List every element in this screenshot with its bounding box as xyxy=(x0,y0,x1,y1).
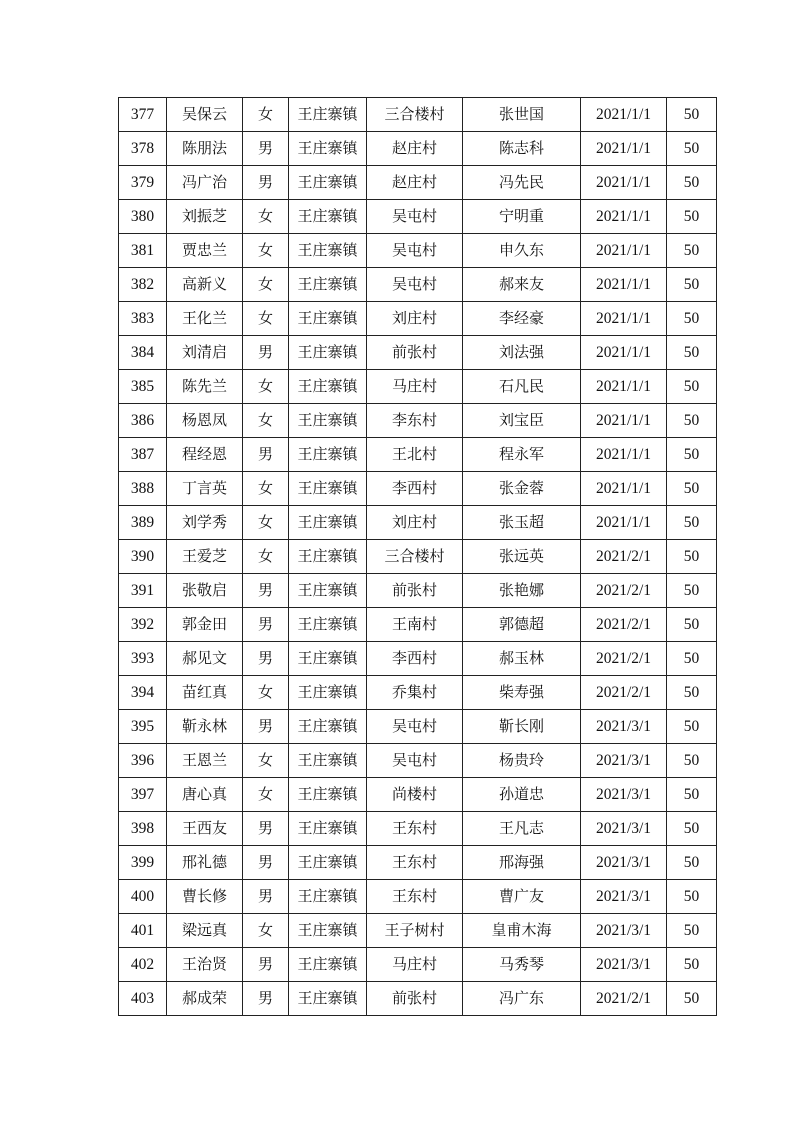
table-row xyxy=(119,370,717,404)
gender-cell: 男 xyxy=(243,642,289,676)
table-row xyxy=(119,336,717,370)
gender-cell: 男 xyxy=(243,982,289,1016)
table-row xyxy=(119,302,717,336)
village-cell: 吴屯村 xyxy=(367,234,463,268)
date-cell: 2021/2/1 xyxy=(581,608,667,642)
name-cell: 杨恩凤 xyxy=(167,404,243,438)
village-cell: 赵庄村 xyxy=(367,166,463,200)
table-row xyxy=(119,608,717,642)
town-cell: 王庄寨镇 xyxy=(289,506,367,540)
name-cell: 贾忠兰 xyxy=(167,234,243,268)
date-cell: 2021/1/1 xyxy=(581,370,667,404)
agent-cell: 张世国 xyxy=(463,98,581,132)
row-number-cell: 395 xyxy=(119,710,167,744)
gender-cell: 女 xyxy=(243,778,289,812)
date-cell: 2021/3/1 xyxy=(581,778,667,812)
table-row xyxy=(119,574,717,608)
village-cell: 马庄村 xyxy=(367,948,463,982)
table-row xyxy=(119,506,717,540)
date-cell: 2021/1/1 xyxy=(581,132,667,166)
village-cell: 王东村 xyxy=(367,880,463,914)
name-cell: 王治贤 xyxy=(167,948,243,982)
agent-cell: 郭德超 xyxy=(463,608,581,642)
date-cell: 2021/3/1 xyxy=(581,710,667,744)
table-row xyxy=(119,438,717,472)
date-cell: 2021/1/1 xyxy=(581,268,667,302)
name-cell: 郝成荣 xyxy=(167,982,243,1016)
village-cell: 李东村 xyxy=(367,404,463,438)
gender-cell: 女 xyxy=(243,200,289,234)
date-cell: 2021/1/1 xyxy=(581,200,667,234)
village-cell: 三合楼村 xyxy=(367,540,463,574)
town-cell: 王庄寨镇 xyxy=(289,846,367,880)
gender-cell: 男 xyxy=(243,846,289,880)
name-cell: 郭金田 xyxy=(167,608,243,642)
table-row xyxy=(119,540,717,574)
amount-cell: 50 xyxy=(667,166,717,200)
table-row xyxy=(119,846,717,880)
gender-cell: 男 xyxy=(243,438,289,472)
town-cell: 王庄寨镇 xyxy=(289,166,367,200)
town-cell: 王庄寨镇 xyxy=(289,268,367,302)
row-number-cell: 390 xyxy=(119,540,167,574)
table-row xyxy=(119,710,717,744)
name-cell: 梁远真 xyxy=(167,914,243,948)
amount-cell: 50 xyxy=(667,438,717,472)
village-cell: 王东村 xyxy=(367,846,463,880)
agent-cell: 邢海强 xyxy=(463,846,581,880)
gender-cell: 女 xyxy=(243,914,289,948)
town-cell: 王庄寨镇 xyxy=(289,98,367,132)
town-cell: 王庄寨镇 xyxy=(289,914,367,948)
amount-cell: 50 xyxy=(667,744,717,778)
date-cell: 2021/2/1 xyxy=(581,540,667,574)
agent-cell: 程永军 xyxy=(463,438,581,472)
village-cell: 李西村 xyxy=(367,472,463,506)
town-cell: 王庄寨镇 xyxy=(289,370,367,404)
village-cell: 前张村 xyxy=(367,982,463,1016)
date-cell: 2021/3/1 xyxy=(581,914,667,948)
table-row xyxy=(119,744,717,778)
village-cell: 赵庄村 xyxy=(367,132,463,166)
name-cell: 吴保云 xyxy=(167,98,243,132)
agent-cell: 刘法强 xyxy=(463,336,581,370)
village-cell: 吴屯村 xyxy=(367,710,463,744)
name-cell: 唐心真 xyxy=(167,778,243,812)
agent-cell: 宁明重 xyxy=(463,200,581,234)
town-cell: 王庄寨镇 xyxy=(289,404,367,438)
name-cell: 陈朋法 xyxy=(167,132,243,166)
date-cell: 2021/1/1 xyxy=(581,472,667,506)
name-cell: 刘清启 xyxy=(167,336,243,370)
date-cell: 2021/1/1 xyxy=(581,506,667,540)
row-number-cell: 391 xyxy=(119,574,167,608)
date-cell: 2021/1/1 xyxy=(581,336,667,370)
village-cell: 王东村 xyxy=(367,812,463,846)
amount-cell: 50 xyxy=(667,268,717,302)
gender-cell: 女 xyxy=(243,404,289,438)
village-cell: 前张村 xyxy=(367,574,463,608)
row-number-cell: 386 xyxy=(119,404,167,438)
amount-cell: 50 xyxy=(667,98,717,132)
name-cell: 王恩兰 xyxy=(167,744,243,778)
table-row xyxy=(119,880,717,914)
amount-cell: 50 xyxy=(667,404,717,438)
table-row xyxy=(119,234,717,268)
amount-cell: 50 xyxy=(667,812,717,846)
agent-cell: 靳长刚 xyxy=(463,710,581,744)
row-number-cell: 398 xyxy=(119,812,167,846)
agent-cell: 曹广友 xyxy=(463,880,581,914)
amount-cell: 50 xyxy=(667,574,717,608)
amount-cell: 50 xyxy=(667,982,717,1016)
name-cell: 王西友 xyxy=(167,812,243,846)
table-row xyxy=(119,982,717,1016)
agent-cell: 张玉超 xyxy=(463,506,581,540)
agent-cell: 刘宝臣 xyxy=(463,404,581,438)
row-number-cell: 394 xyxy=(119,676,167,710)
row-number-cell: 400 xyxy=(119,880,167,914)
agent-cell: 王凡志 xyxy=(463,812,581,846)
agent-cell: 孙道忠 xyxy=(463,778,581,812)
town-cell: 王庄寨镇 xyxy=(289,302,367,336)
date-cell: 2021/1/1 xyxy=(581,438,667,472)
name-cell: 苗红真 xyxy=(167,676,243,710)
amount-cell: 50 xyxy=(667,200,717,234)
town-cell: 王庄寨镇 xyxy=(289,642,367,676)
row-number-cell: 388 xyxy=(119,472,167,506)
town-cell: 王庄寨镇 xyxy=(289,982,367,1016)
name-cell: 靳永林 xyxy=(167,710,243,744)
amount-cell: 50 xyxy=(667,778,717,812)
town-cell: 王庄寨镇 xyxy=(289,880,367,914)
agent-cell: 郝来友 xyxy=(463,268,581,302)
table-row xyxy=(119,268,717,302)
name-cell: 王爱芝 xyxy=(167,540,243,574)
row-number-cell: 380 xyxy=(119,200,167,234)
row-number-cell: 379 xyxy=(119,166,167,200)
village-cell: 王子树村 xyxy=(367,914,463,948)
gender-cell: 女 xyxy=(243,472,289,506)
date-cell: 2021/3/1 xyxy=(581,812,667,846)
table-row xyxy=(119,98,717,132)
town-cell: 王庄寨镇 xyxy=(289,574,367,608)
gender-cell: 男 xyxy=(243,948,289,982)
agent-cell: 李经豪 xyxy=(463,302,581,336)
row-number-cell: 396 xyxy=(119,744,167,778)
gender-cell: 男 xyxy=(243,710,289,744)
amount-cell: 50 xyxy=(667,234,717,268)
row-number-cell: 401 xyxy=(119,914,167,948)
row-number-cell: 383 xyxy=(119,302,167,336)
name-cell: 陈先兰 xyxy=(167,370,243,404)
agent-cell: 张艳娜 xyxy=(463,574,581,608)
date-cell: 2021/1/1 xyxy=(581,302,667,336)
row-number-cell: 378 xyxy=(119,132,167,166)
amount-cell: 50 xyxy=(667,846,717,880)
gender-cell: 女 xyxy=(243,370,289,404)
gender-cell: 女 xyxy=(243,268,289,302)
table-row xyxy=(119,948,717,982)
date-cell: 2021/2/1 xyxy=(581,676,667,710)
village-cell: 刘庄村 xyxy=(367,506,463,540)
gender-cell: 女 xyxy=(243,676,289,710)
agent-cell: 杨贵玲 xyxy=(463,744,581,778)
table-row xyxy=(119,166,717,200)
amount-cell: 50 xyxy=(667,506,717,540)
gender-cell: 男 xyxy=(243,880,289,914)
village-cell: 王北村 xyxy=(367,438,463,472)
gender-cell: 男 xyxy=(243,812,289,846)
date-cell: 2021/3/1 xyxy=(581,744,667,778)
amount-cell: 50 xyxy=(667,710,717,744)
table-row xyxy=(119,200,717,234)
amount-cell: 50 xyxy=(667,676,717,710)
town-cell: 王庄寨镇 xyxy=(289,472,367,506)
amount-cell: 50 xyxy=(667,132,717,166)
row-number-cell: 384 xyxy=(119,336,167,370)
date-cell: 2021/1/1 xyxy=(581,404,667,438)
town-cell: 王庄寨镇 xyxy=(289,778,367,812)
roster-body xyxy=(119,98,717,1016)
gender-cell: 女 xyxy=(243,234,289,268)
row-number-cell: 399 xyxy=(119,846,167,880)
town-cell: 王庄寨镇 xyxy=(289,200,367,234)
row-number-cell: 382 xyxy=(119,268,167,302)
amount-cell: 50 xyxy=(667,370,717,404)
agent-cell: 张金蓉 xyxy=(463,472,581,506)
amount-cell: 50 xyxy=(667,880,717,914)
date-cell: 2021/2/1 xyxy=(581,642,667,676)
date-cell: 2021/2/1 xyxy=(581,982,667,1016)
date-cell: 2021/3/1 xyxy=(581,880,667,914)
village-cell: 李西村 xyxy=(367,642,463,676)
row-number-cell: 385 xyxy=(119,370,167,404)
agent-cell: 皇甫木海 xyxy=(463,914,581,948)
table-row xyxy=(119,778,717,812)
agent-cell: 郝玉林 xyxy=(463,642,581,676)
name-cell: 邢礼德 xyxy=(167,846,243,880)
date-cell: 2021/2/1 xyxy=(581,574,667,608)
subsidy-roster-table xyxy=(118,97,717,1016)
agent-cell: 石凡民 xyxy=(463,370,581,404)
town-cell: 王庄寨镇 xyxy=(289,234,367,268)
row-number-cell: 393 xyxy=(119,642,167,676)
gender-cell: 女 xyxy=(243,302,289,336)
town-cell: 王庄寨镇 xyxy=(289,744,367,778)
gender-cell: 男 xyxy=(243,336,289,370)
name-cell: 张敬启 xyxy=(167,574,243,608)
row-number-cell: 403 xyxy=(119,982,167,1016)
village-cell: 马庄村 xyxy=(367,370,463,404)
row-number-cell: 389 xyxy=(119,506,167,540)
agent-cell: 陈志科 xyxy=(463,132,581,166)
row-number-cell: 381 xyxy=(119,234,167,268)
amount-cell: 50 xyxy=(667,642,717,676)
town-cell: 王庄寨镇 xyxy=(289,132,367,166)
gender-cell: 女 xyxy=(243,506,289,540)
agent-cell: 申久东 xyxy=(463,234,581,268)
date-cell: 2021/1/1 xyxy=(581,98,667,132)
town-cell: 王庄寨镇 xyxy=(289,710,367,744)
gender-cell: 女 xyxy=(243,98,289,132)
village-cell: 三合楼村 xyxy=(367,98,463,132)
table-row xyxy=(119,676,717,710)
gender-cell: 女 xyxy=(243,744,289,778)
agent-cell: 冯先民 xyxy=(463,166,581,200)
town-cell: 王庄寨镇 xyxy=(289,438,367,472)
agent-cell: 张远英 xyxy=(463,540,581,574)
amount-cell: 50 xyxy=(667,608,717,642)
name-cell: 丁言英 xyxy=(167,472,243,506)
date-cell: 2021/3/1 xyxy=(581,948,667,982)
name-cell: 刘振芝 xyxy=(167,200,243,234)
row-number-cell: 377 xyxy=(119,98,167,132)
name-cell: 刘学秀 xyxy=(167,506,243,540)
name-cell: 王化兰 xyxy=(167,302,243,336)
date-cell: 2021/1/1 xyxy=(581,166,667,200)
table-row xyxy=(119,472,717,506)
amount-cell: 50 xyxy=(667,540,717,574)
table-row xyxy=(119,914,717,948)
town-cell: 王庄寨镇 xyxy=(289,676,367,710)
gender-cell: 男 xyxy=(243,132,289,166)
table-row xyxy=(119,132,717,166)
name-cell: 曹长修 xyxy=(167,880,243,914)
name-cell: 程经恩 xyxy=(167,438,243,472)
date-cell: 2021/1/1 xyxy=(581,234,667,268)
town-cell: 王庄寨镇 xyxy=(289,608,367,642)
village-cell: 吴屯村 xyxy=(367,268,463,302)
village-cell: 吴屯村 xyxy=(367,744,463,778)
date-cell: 2021/3/1 xyxy=(581,846,667,880)
amount-cell: 50 xyxy=(667,914,717,948)
table-row xyxy=(119,812,717,846)
town-cell: 王庄寨镇 xyxy=(289,540,367,574)
row-number-cell: 402 xyxy=(119,948,167,982)
town-cell: 王庄寨镇 xyxy=(289,948,367,982)
gender-cell: 男 xyxy=(243,574,289,608)
amount-cell: 50 xyxy=(667,472,717,506)
agent-cell: 马秀琴 xyxy=(463,948,581,982)
town-cell: 王庄寨镇 xyxy=(289,336,367,370)
amount-cell: 50 xyxy=(667,302,717,336)
gender-cell: 男 xyxy=(243,608,289,642)
name-cell: 冯广治 xyxy=(167,166,243,200)
village-cell: 吴屯村 xyxy=(367,200,463,234)
row-number-cell: 397 xyxy=(119,778,167,812)
name-cell: 郝见文 xyxy=(167,642,243,676)
village-cell: 尚楼村 xyxy=(367,778,463,812)
agent-cell: 柴寿强 xyxy=(463,676,581,710)
table-row xyxy=(119,404,717,438)
gender-cell: 男 xyxy=(243,166,289,200)
amount-cell: 50 xyxy=(667,336,717,370)
gender-cell: 女 xyxy=(243,540,289,574)
table-row xyxy=(119,642,717,676)
village-cell: 刘庄村 xyxy=(367,302,463,336)
village-cell: 王南村 xyxy=(367,608,463,642)
row-number-cell: 387 xyxy=(119,438,167,472)
amount-cell: 50 xyxy=(667,948,717,982)
village-cell: 前张村 xyxy=(367,336,463,370)
name-cell: 高新义 xyxy=(167,268,243,302)
town-cell: 王庄寨镇 xyxy=(289,812,367,846)
row-number-cell: 392 xyxy=(119,608,167,642)
village-cell: 乔集村 xyxy=(367,676,463,710)
agent-cell: 冯广东 xyxy=(463,982,581,1016)
